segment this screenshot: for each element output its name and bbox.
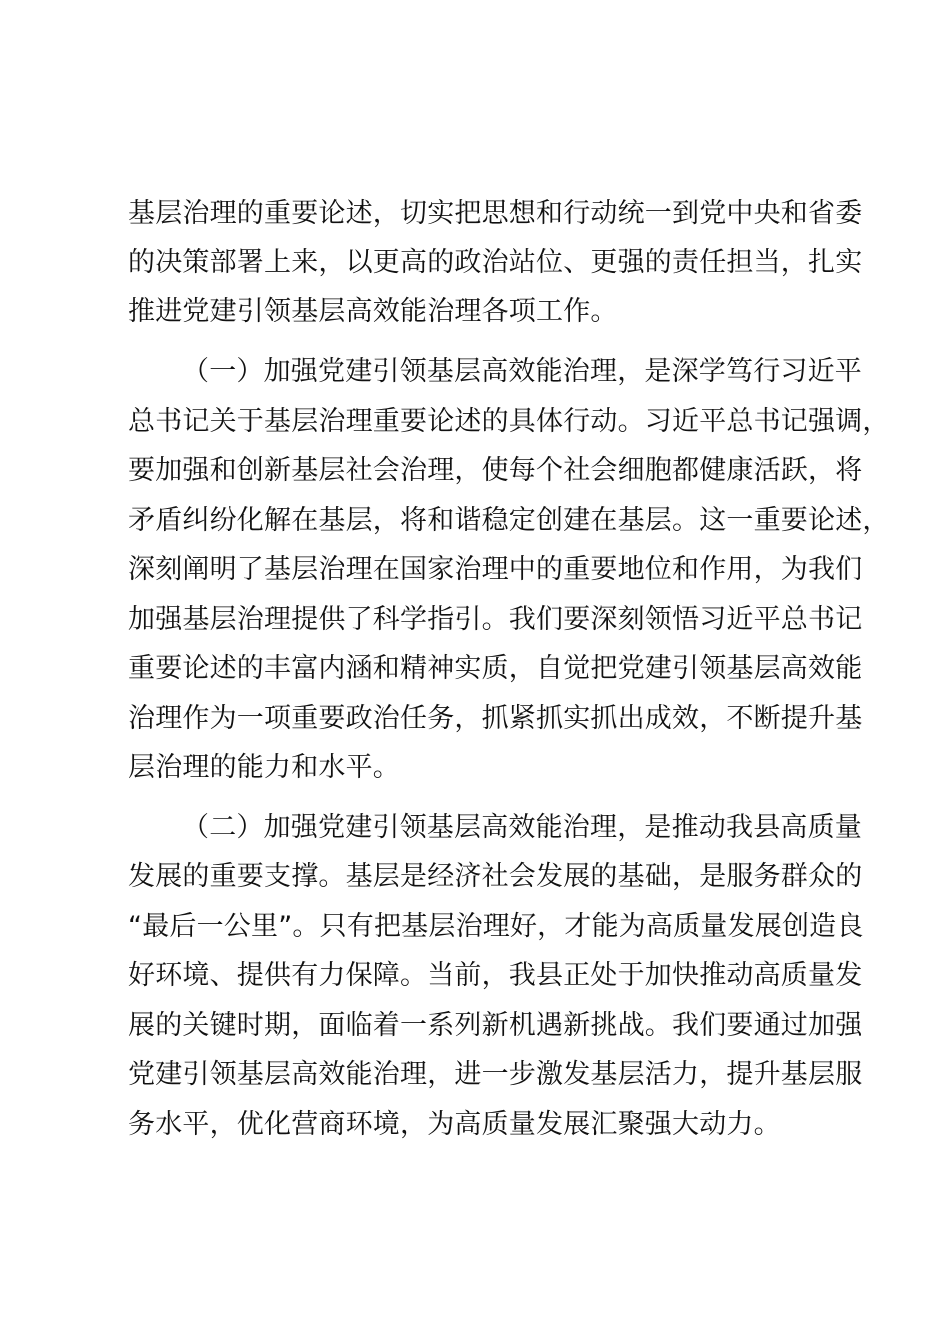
text-line: 好环境、提供有力保障。当前，我县正处于加快推动高质量发 <box>128 960 863 991</box>
text-line: （二）加强党建引领基层高效能治理，是推动我县高质量 <box>182 812 862 843</box>
text-line: “最后一公里”。只有把基层治理好，才能为高质量发展创造良 <box>128 911 864 942</box>
text-line: 深刻阐明了基层治理在国家治理中的重要地位和作用，为我们 <box>128 554 863 585</box>
text-line: 要加强和创新基层社会治理，使每个社会细胞都健康活跃，将 <box>128 455 863 486</box>
text-line: 矛盾纠纷化解在基层，将和谐稳定创建在基层。这一重要论述， <box>128 505 890 536</box>
text-line: 总书记关于基层治理重要论述的具体行动。习近平总书记强调， <box>128 406 890 437</box>
text-line: 加强基层治理提供了科学指引。我们要深刻领悟习近平总书记 <box>128 604 863 635</box>
text-line: 展的关键时期，面临着一系列新机遇新挑战。我们要通过加强 <box>128 1010 863 1041</box>
text-line: 务水平，优化营商环境，为高质量发展汇聚强大动力。 <box>128 1109 781 1140</box>
text-line: 治理作为一项重要政治任务，抓紧抓实抓出成效，不断提升基 <box>128 703 863 734</box>
text-line: 重要论述的丰富内涵和精神实质，自觉把党建引领基层高效能 <box>128 653 863 684</box>
text-line: 发展的重要支撑。基层是经济社会发展的基础，是服务群众的 <box>128 861 863 892</box>
text-line: 推进党建引领基层高效能治理各项工作。 <box>128 296 618 327</box>
text-line: 党建引领基层高效能治理，进一步激发基层活力，提升基层服 <box>128 1059 863 1090</box>
text-line: 层治理的能力和水平。 <box>128 752 400 783</box>
text-line: （一）加强党建引领基层高效能治理，是深学笃行习近平 <box>182 356 862 387</box>
text-line: 基层治理的重要论述，切实把思想和行动统一到党中央和省委 <box>128 198 863 229</box>
text-line: 的决策部署上来，以更高的政治站位、更强的责任担当，扎实 <box>128 247 863 278</box>
